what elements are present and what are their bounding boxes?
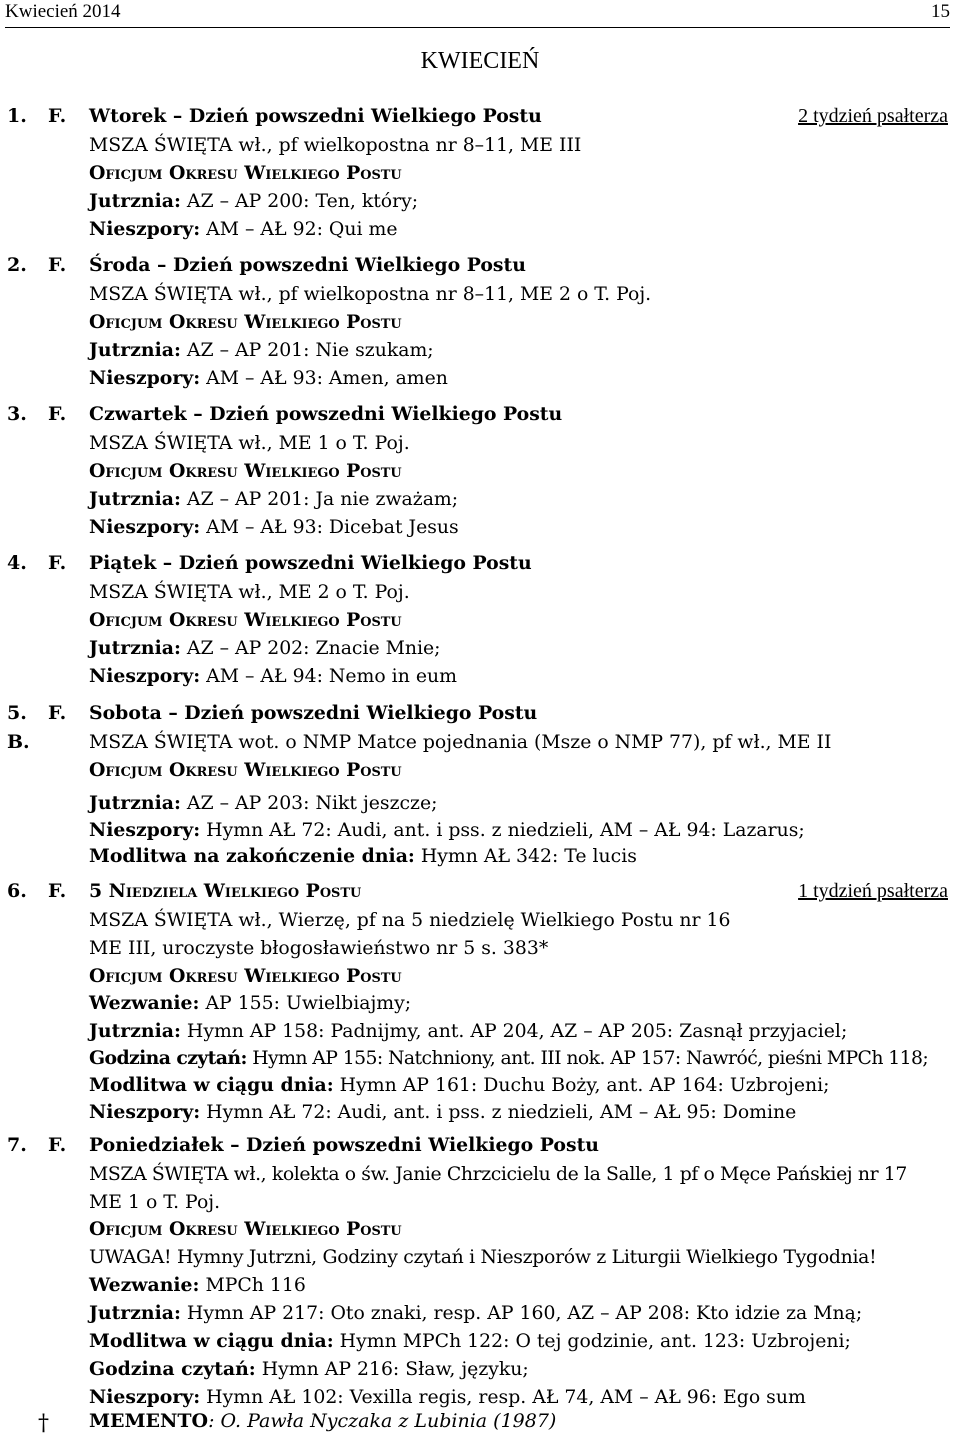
day-heading: Wtorek – Dzień powszedni Wielkiego Postu xyxy=(89,105,542,127)
day-modlitwa: Modlitwa na zakończenie dnia: Hymn AŁ 342: Te lucis xyxy=(89,845,637,867)
day-mass: MSZA ŚWIĘTA wł., ME 2 o T. Poj. xyxy=(89,581,410,603)
day-jutrznia: Jutrznia: AZ – AP 202: Znacie Mnie; xyxy=(89,637,441,659)
day-heading: Środa – Dzień powszedni Wielkiego Postu xyxy=(89,254,526,276)
day-letter: F. xyxy=(48,1134,67,1156)
page-number: 15 xyxy=(931,1,950,22)
day-office: Oficjum Okresu Wielkiego Postu xyxy=(89,162,402,184)
day-mass: MSZA ŚWIĘTA wł., Wierzę, pf na 5 niedzielę Wielkiego Postu nr 16 xyxy=(89,909,731,931)
day-wezwanie: Wezwanie: MPCh 116 xyxy=(89,1274,306,1296)
day-letter: F. xyxy=(48,552,67,574)
day-number: 7. xyxy=(7,1134,27,1156)
day-office: Oficjum Okresu Wielkiego Postu xyxy=(89,460,402,482)
day-letter: F. xyxy=(48,702,67,724)
day-czytan: Godzina czytań: Hymn AP 216: Sław, języku; xyxy=(89,1358,529,1380)
day-mass2: ME 1 o T. Poj. xyxy=(89,1191,221,1213)
day-number: 4. xyxy=(7,552,27,574)
day-office: Oficjum Okresu Wielkiego Postu xyxy=(89,965,402,987)
psalter-week: 1 tydzień psałterza xyxy=(798,880,948,902)
day-mass: MSZA ŚWIĘTA wł., ME 1 o T. Poj. xyxy=(89,432,410,454)
cross-icon: † xyxy=(38,1411,49,1436)
day-heading: Czwartek – Dzień powszedni Wielkiego Postu xyxy=(89,403,563,425)
day-nieszpory: Nieszpory: AM – AŁ 93: Amen, amen xyxy=(89,367,448,389)
page-header xyxy=(5,0,950,28)
day-heading: 5 Niedziela Wielkiego Postu xyxy=(89,880,362,902)
day-mass: MSZA ŚWIĘTA wł., pf wielkopostna nr 8–11, ME III xyxy=(89,134,582,156)
day-mass: MSZA ŚWIĘTA wł., pf wielkopostna nr 8–11, ME 2 o T. Poj. xyxy=(89,283,652,305)
day-jutrznia: Jutrznia: AZ – AP 201: Ja nie zważam; xyxy=(89,488,459,510)
memento-line xyxy=(89,1408,556,1435)
memento-label: MEMENTO xyxy=(89,1410,209,1432)
day-office: Oficjum Okresu Wielkiego Postu xyxy=(89,311,402,333)
day-number: 2. xyxy=(7,254,27,276)
day-nieszpory: Nieszpory: Hymn AŁ 72: Audi, ant. i pss. z niedzieli, AM – AŁ 95: Domine xyxy=(89,1101,797,1123)
day-heading: Sobota – Dzień powszedni Wielkiego Postu xyxy=(89,702,538,724)
day-wciagu: Modlitwa w ciągu dnia: Hymn AP 161: Duchu Boży, ant. AP 164: Uzbrojeni; xyxy=(89,1074,830,1096)
day-nieszpory: Nieszpory: AM – AŁ 94: Nemo in eum xyxy=(89,665,457,687)
month-title: KWIECIEŃ xyxy=(420,48,540,74)
day-nieszpory: Nieszpory: AM – AŁ 92: Qui me xyxy=(89,218,398,240)
day-jutrznia: Jutrznia: AZ – AP 203: Nikt jeszcze; xyxy=(89,792,438,814)
day-wciagu: Modlitwa w ciągu dnia: Hymn MPCh 122: O tej godzinie, ant. 123: Uzbrojeni; xyxy=(89,1330,851,1352)
day-number: 5. xyxy=(7,702,27,724)
day-heading: Piątek – Dzień powszedni Wielkiego Postu xyxy=(89,552,532,574)
day-wezwanie: Wezwanie: AP 155: Uwielbiajmy; xyxy=(89,992,412,1014)
day-office: Oficjum Okresu Wielkiego Postu xyxy=(89,609,402,631)
memento-text: : O. Pawła Nyczaka z Lubinia (1987) xyxy=(208,1410,557,1432)
day-czytan: Godzina czytań: Hymn AP 155: Natchniony, ant. III nok. AP 157: Nawróć, pieśni MPCh 118; xyxy=(89,1047,929,1069)
day-nieszpory: Nieszpory: AM – AŁ 93: Dicebat Jesus xyxy=(89,516,459,538)
header-month: Kwiecień 2014 xyxy=(5,1,121,22)
day-heading: Poniedziałek – Dzień powszedni Wielkiego Postu xyxy=(89,1134,599,1156)
day-letter: F. xyxy=(48,403,67,425)
day-letter-2: B. xyxy=(7,731,30,753)
day-jutrznia: Jutrznia: AZ – AP 201: Nie szukam; xyxy=(89,339,434,361)
day-nieszpory: Nieszpory: Hymn AŁ 102: Vexilla regis, resp. AŁ 74, AM – AŁ 96: Ego sum xyxy=(89,1386,806,1408)
day-office: Oficjum Okresu Wielkiego Postu xyxy=(89,759,402,781)
day-jutrznia: Jutrznia: Hymn AP 217: Oto znaki, resp. AP 160, AZ – AP 208: Kto idzie za Mną; xyxy=(89,1302,863,1324)
day-letter: F. xyxy=(48,880,67,902)
psalter-week: 2 tydzień psałterza xyxy=(798,105,948,127)
day-mass: MSZA ŚWIĘTA wł., kolekta o św. Janie Chrzcicielu de la Salle, 1 pf o Męce Pańskiej nr 17 xyxy=(89,1163,907,1185)
day-jutrznia: Jutrznia: AZ – AP 200: Ten, który; xyxy=(89,190,419,212)
day-number: 1. xyxy=(7,105,27,127)
day-letter: F. xyxy=(48,254,67,276)
day-mass: MSZA ŚWIĘTA wot. o NMP Matce pojednania (Msze o NMP 77), pf wł., ME II xyxy=(89,731,832,753)
day-number: 6. xyxy=(7,880,27,902)
day-letter: F. xyxy=(48,105,67,127)
day-mass2: ME III, uroczyste błogosławieństwo nr 5 s. 383* xyxy=(89,937,549,959)
day-uwaga: UWAGA! Hymny Jutrzni, Godziny czytań i Nieszporów z Liturgii Wielkiego Tygodnia! xyxy=(89,1246,877,1268)
day-number: 3. xyxy=(7,403,27,425)
day-jutrznia: Jutrznia: Hymn AP 158: Padnijmy, ant. AP 204, AZ – AP 205: Zasnął przyjaciel; xyxy=(89,1020,848,1042)
day-office: Oficjum Okresu Wielkiego Postu xyxy=(89,1218,402,1240)
day-nieszpory: Nieszpory: Hymn AŁ 72: Audi, ant. i pss. z niedzieli, AM – AŁ 94: Lazarus; xyxy=(89,819,805,841)
